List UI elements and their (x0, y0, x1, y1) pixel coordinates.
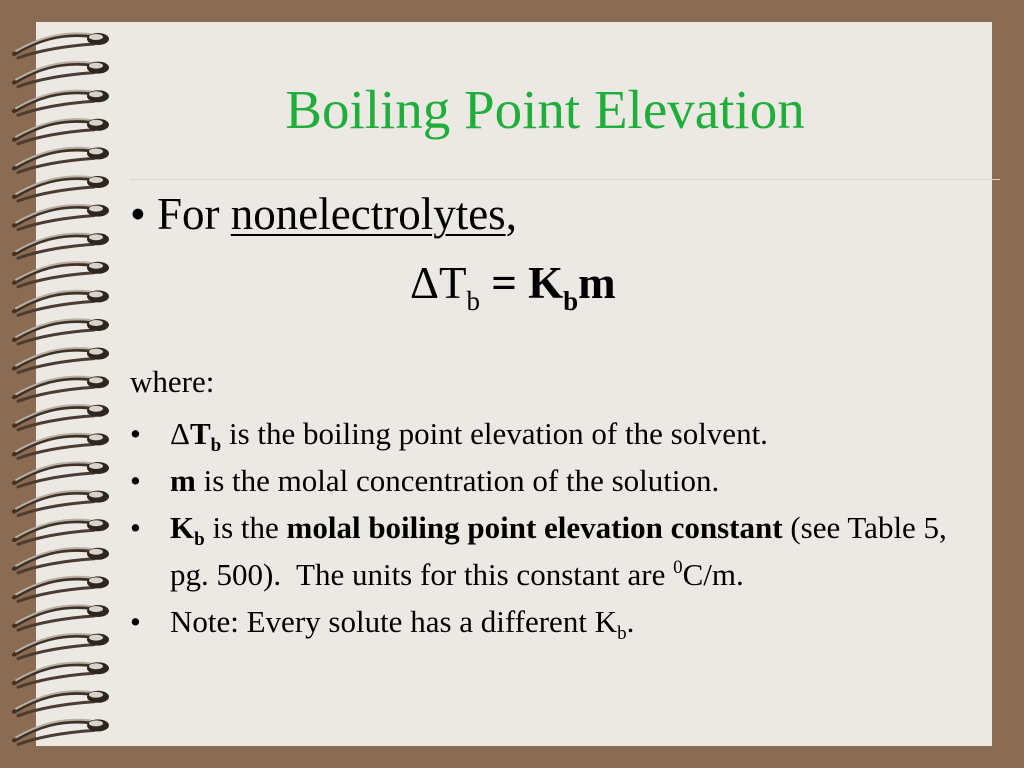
boiling-point-equation (410, 253, 616, 316)
binding-ring (14, 62, 109, 87)
where-label: where: (130, 364, 215, 399)
equation-t: T (438, 258, 467, 308)
slide-title: Boiling Point Elevation (285, 79, 805, 140)
tb-definition: is the boiling point elevation of the solvent. (221, 416, 768, 451)
binding-ring (14, 233, 109, 258)
main-bullet-suffix: , (505, 189, 517, 239)
binding-ring (14, 205, 109, 230)
binding-ring (14, 290, 109, 315)
binding-ring (14, 433, 109, 458)
binding-ring (14, 405, 109, 430)
binding-ring (14, 33, 109, 58)
binding-ring (14, 719, 109, 744)
bullet-dot: • (130, 604, 141, 639)
note-end: . (626, 604, 635, 639)
binding-ring (14, 519, 109, 544)
binding-ring (14, 491, 109, 516)
title-divider (130, 179, 1000, 180)
kb-definition-part1: is the (204, 510, 287, 545)
binding-ring (14, 348, 109, 373)
bullet-dot: • (130, 416, 141, 451)
binding-ring (14, 262, 109, 287)
binding-ring (14, 376, 109, 401)
equation-m: m (578, 258, 616, 308)
bullet-dot: • (130, 510, 141, 545)
bullet-dot: • (130, 463, 141, 498)
main-bullet-prefix: For (157, 189, 231, 239)
m-definition: is the molal concentration of the solution. (195, 463, 720, 498)
binding-ring (14, 462, 109, 487)
kb-subscript: b (194, 529, 205, 550)
nonelectrolytes-term: nonelectrolytes (230, 189, 506, 239)
equation-k: K (528, 258, 564, 308)
main-bullet (130, 184, 970, 244)
kb-constant-name: molal boiling point elevation constant (286, 510, 783, 545)
tb-symbol: T (189, 416, 211, 451)
tb-subscript: b (210, 435, 222, 456)
bullet-dot: • (130, 189, 146, 239)
equation-delta: Δ (410, 258, 439, 308)
binding-ring (14, 576, 109, 601)
equation-k-subscript: b (563, 286, 579, 316)
binding-ring (14, 119, 109, 144)
list-item-note (130, 598, 990, 645)
list-item-m (130, 457, 990, 504)
delta-symbol: Δ (170, 416, 190, 451)
binding-ring (14, 691, 109, 716)
binding-ring (14, 548, 109, 573)
note-text: Note: Every solute has a different K (170, 604, 618, 639)
kb-units: C/m. (682, 557, 744, 592)
kb-symbol: K (170, 510, 195, 545)
binding-ring (14, 662, 109, 687)
binding-ring (14, 605, 109, 630)
degree-superscript: 0 (673, 557, 683, 578)
equation-t-subscript: b (466, 286, 480, 316)
equation-equals: = (479, 258, 529, 308)
binding-ring (14, 319, 109, 344)
binding-ring (14, 90, 109, 115)
binding-ring (14, 634, 109, 659)
kb-definition-part2: (see Table 5, pg. 500). The units for this constant are (170, 510, 955, 592)
note-subscript: b (617, 623, 627, 644)
binding-ring (14, 147, 109, 172)
m-symbol: m (170, 463, 196, 498)
definitions-list (130, 410, 990, 645)
binding-ring (14, 176, 109, 201)
list-item-kb (130, 504, 990, 598)
list-item-delta-tb (130, 410, 990, 457)
spiral-binding (0, 0, 134, 768)
